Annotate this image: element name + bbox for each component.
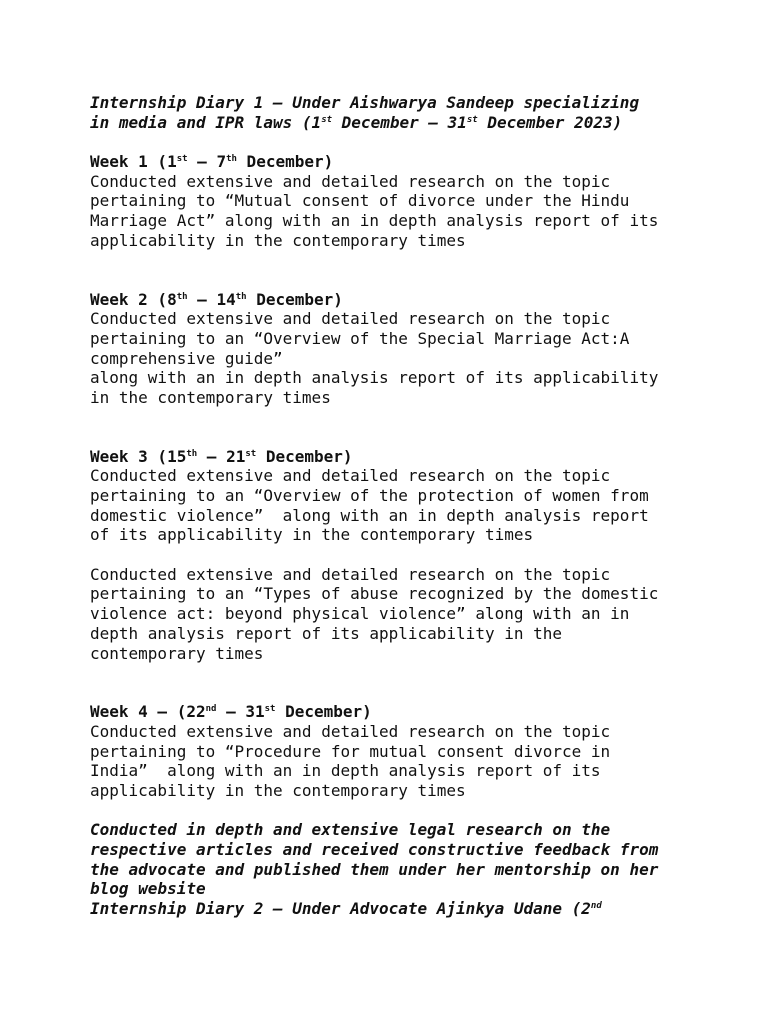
week-2-heading: Week 2 (8th – 14th December) <box>90 289 343 309</box>
week-3-text-line-b: pertaining to an “Types of abuse recognized by the domestic <box>90 584 659 604</box>
week-1-text-line: applicability in the contemporary times <box>90 230 466 250</box>
week-2-text-line: in the contemporary times <box>90 387 331 407</box>
week-3-text-line-b: contemporary times <box>90 643 264 663</box>
diary-1-title-line-1: Internship Diary 1 – Under Aishwarya Sandeep specializing <box>90 93 640 112</box>
summary-line: blog website <box>90 879 206 899</box>
week-3-text-line: Conducted extensive and detailed research on the topic <box>90 466 611 486</box>
diary-2-title: Internship Diary 2 – Under Advocate Ajinkya Udane (2nd <box>90 899 602 919</box>
week-2-text-line: along with an in depth analysis report of its applicability <box>90 368 659 388</box>
summary-line: the advocate and published them under her mentorship on her <box>90 859 659 879</box>
week-3-text-line-b: depth analysis report of its applicability in the <box>90 623 563 643</box>
week-4-text-line: Conducted extensive and detailed research on the topic <box>90 721 611 741</box>
week-1-text-line: Marriage Act” along with an in depth analysis report of its <box>90 211 659 231</box>
diary-1-title-line-2: in media and IPR laws (1st December – 31st December 2023) <box>90 112 623 132</box>
document-page <box>90 93 690 919</box>
week-3-text-line-b: violence act: beyond physical violence” along with an in <box>90 604 630 624</box>
week-3-text-line: domestic violence” along with an in depth analysis report <box>90 505 649 525</box>
summary-line: Conducted in depth and extensive legal research on the <box>90 820 611 840</box>
week-3-text-line-b: Conducted extensive and detailed research on the topic <box>90 564 611 584</box>
week-3-text-line: pertaining to an “Overview of the protection of women from <box>90 486 649 505</box>
week-2-text-line: pertaining to an “Overview of the Special Marriage Act:A <box>90 328 630 348</box>
summary-line: respective articles and received constructive feedback from <box>90 840 659 859</box>
week-1-text-line: pertaining to “Mutual consent of divorce under the Hindu <box>90 191 630 211</box>
week-2-text-line: Conducted extensive and detailed research on the topic <box>90 309 611 329</box>
week-4-text-line: India” along with an in depth analysis report of its <box>90 761 601 781</box>
week-4-heading: Week 4 – (22nd – 31st December) <box>90 702 372 722</box>
week-4-text-line: pertaining to “Procedure for mutual consent divorce in <box>90 741 611 761</box>
week-1-heading: Week 1 (1st – 7th December) <box>90 152 334 172</box>
week-2-text-line: comprehensive guide” <box>90 348 283 368</box>
week-1-text-line: Conducted extensive and detailed research on the topic <box>90 171 611 191</box>
week-3-text-line: of its applicability in the contemporary times <box>90 525 534 545</box>
week-4-text-line: applicability in the contemporary times <box>90 780 466 800</box>
week-3-heading: Week 3 (15th – 21st December) <box>90 446 353 466</box>
